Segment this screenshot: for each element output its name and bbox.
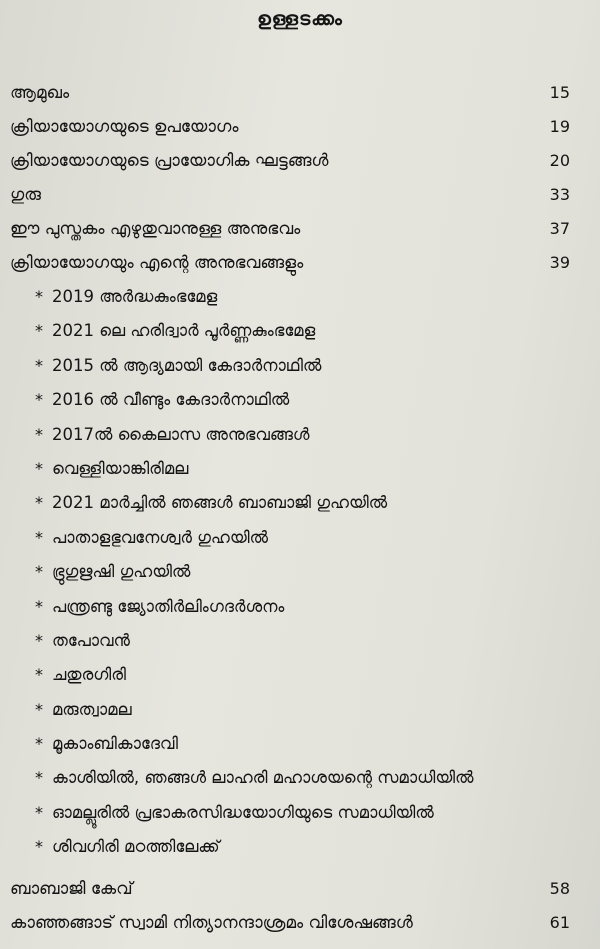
toc-subentry xyxy=(0,693,600,727)
toc-title: ഉള്ളടക്കം xyxy=(257,8,343,30)
toc-subentry xyxy=(0,624,600,658)
toc-subentry xyxy=(0,418,600,452)
toc-entry-page: 37 xyxy=(549,219,570,238)
toc-entry-page: 19 xyxy=(549,117,570,136)
bullet-star: * xyxy=(35,630,43,650)
bullet-star: * xyxy=(35,596,43,616)
bullet-star: * xyxy=(35,527,43,547)
toc-subentry-label: ശിവഗിരി മഠത്തിലേക്ക് xyxy=(52,837,220,857)
toc-subentry xyxy=(0,521,600,555)
toc-entry-page: 15 xyxy=(549,83,570,102)
toc-subentry xyxy=(0,830,600,864)
toc-bottom-list xyxy=(0,872,600,940)
toc-subentry-label: 2015 ൽ ആദ്യമായി കേദാർനാഥിൽ xyxy=(52,355,322,375)
toc-main-list xyxy=(0,76,600,865)
bullet-star: * xyxy=(35,493,43,513)
toc-entry xyxy=(0,76,600,110)
toc-subentry xyxy=(0,452,600,486)
toc-entry xyxy=(0,212,600,246)
toc-subentry-label: 2021 ലെ ഹരിദ്വാർ പൂർണ്ണകുംഭമേള xyxy=(52,321,316,341)
toc-entry xyxy=(0,906,600,940)
toc-subentry xyxy=(0,486,600,520)
toc-entry-page: 39 xyxy=(549,253,570,272)
toc-entry-page: 58 xyxy=(549,879,570,898)
toc-entry-label: ക്രിയായോഗയും എന്റെ അനുഭവങ്ങളും xyxy=(10,253,304,273)
bullet-star: * xyxy=(35,734,43,754)
toc-entry xyxy=(0,246,600,280)
bullet-star: * xyxy=(35,562,43,582)
bullet-star: * xyxy=(35,287,43,306)
toc-subentry xyxy=(0,796,600,830)
toc-subentry-label: വെള്ളിയാങ്കിരിമല xyxy=(52,458,189,478)
toc-entry xyxy=(0,178,600,212)
toc-subentry xyxy=(0,280,600,314)
toc-entry-page: 33 xyxy=(549,185,570,204)
toc-subentry xyxy=(0,761,600,795)
toc-subentry-label: പാതാളഭുവനേശ്വർ ഗുഹയിൽ xyxy=(52,527,269,547)
toc-subentry xyxy=(0,555,600,589)
toc-entry-label: ഗുരു xyxy=(10,185,41,205)
toc-entry-label: ക്രിയായോഗയുടെ പ്രായോഗിക ഘട്ടങ്ങൾ xyxy=(10,151,329,171)
toc-subentry-label: ചതുരഗിരി xyxy=(52,665,126,685)
toc-subentry xyxy=(0,314,600,348)
toc-subentry xyxy=(0,727,600,761)
bullet-star: * xyxy=(35,390,43,410)
bullet-star: * xyxy=(35,355,43,375)
bullet-star: * xyxy=(35,665,43,685)
bullet-star: * xyxy=(35,837,43,857)
toc-subentry xyxy=(0,383,600,417)
toc-subentry-label: തപോവൻ xyxy=(52,630,130,650)
toc-entry-label: ആമുഖം xyxy=(10,83,70,103)
toc-entry xyxy=(0,144,600,178)
toc-entry-label: കാഞ്ഞങ്ങാട് സ്വാമി നിത്യാനന്ദാശ്രമം വിശേഷങ്ങൾ xyxy=(10,913,413,933)
bullet-star: * xyxy=(35,802,43,822)
bullet-star: * xyxy=(35,768,43,788)
toc-subentry-label: 2016 ൽ വീണ്ടും കേദാർനാഥിൽ xyxy=(52,390,290,410)
toc-subentry xyxy=(0,349,600,383)
toc-entry-label: ഈ പുസ്തകം എഴുതുവാനുള്ള അനുഭവം xyxy=(10,219,301,239)
toc-subentry xyxy=(0,658,600,692)
toc-entry-label: ബാബാജി കേവ് xyxy=(10,879,133,899)
toc-subentry-label: മൂകാംബികാദേവി xyxy=(52,734,178,754)
toc-subentry-label: 2019 അർദ്ധകുംഭമേള xyxy=(52,287,218,306)
toc-entry xyxy=(0,872,600,906)
toc-subentry-label: പന്ത്രണ്ടു ജ്യോതിർലിംഗദർശനം xyxy=(52,596,285,616)
toc-entry xyxy=(0,110,600,144)
toc-subentry-label: മരുത്വാമല xyxy=(52,699,132,719)
toc-entry-page: 20 xyxy=(549,151,570,170)
bullet-star: * xyxy=(35,424,43,444)
toc-entry-label: ക്രിയായോഗയുടെ ഉപയോഗം xyxy=(10,117,239,137)
toc-subentry-label: 2017ൽ കൈലാസ അനുഭവങ്ങൾ xyxy=(52,424,310,444)
toc-subentry xyxy=(0,590,600,624)
bullet-star: * xyxy=(35,699,43,719)
toc-subentry-label: ഓമല്ലൂരിൽ പ്രഭാകരസിദ്ധയോഗിയുടെ സമാധിയിൽ xyxy=(52,802,434,822)
bullet-star: * xyxy=(35,458,43,478)
toc-subentry-label: 2021 മാർച്ചിൽ ഞങ്ങൾ ബാബാജി ഗുഹയിൽ xyxy=(52,493,388,513)
toc-entry-page: 61 xyxy=(549,913,570,932)
bullet-star: * xyxy=(35,321,43,341)
toc-subentry-label: ഭ്രുഗുഋഷി ഗുഹയിൽ xyxy=(52,562,191,582)
toc-subentry-label: കാശിയിൽ, ഞങ്ങൾ ലാഹരി മഹാശയന്റെ സമാധിയിൽ xyxy=(52,768,474,788)
